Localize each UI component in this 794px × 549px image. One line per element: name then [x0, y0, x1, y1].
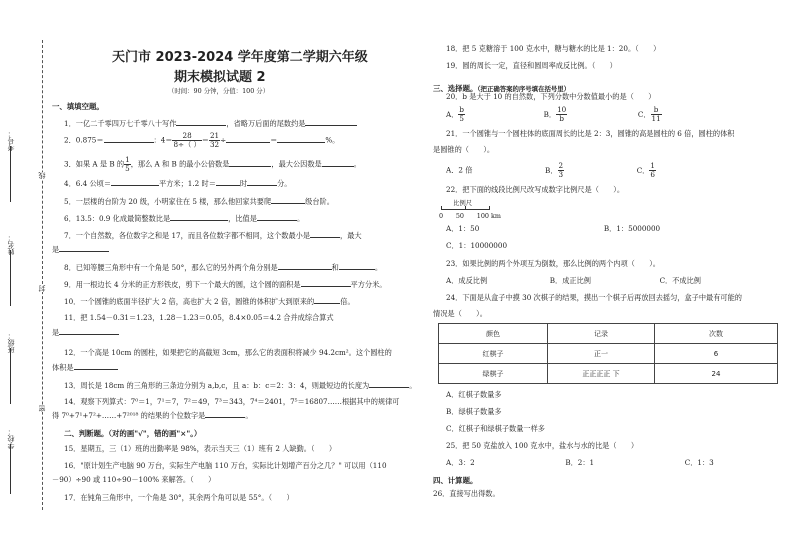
q2-f1-num: 28	[172, 132, 201, 141]
table-header-cell: 颜色	[439, 324, 548, 344]
q3-blank2[interactable]	[322, 159, 354, 167]
binding-xian: 线	[38, 172, 46, 179]
table-row	[439, 364, 778, 384]
kaohao-label: 考号：	[7, 130, 15, 151]
q9-text-b: 平方分米。	[350, 280, 387, 289]
q2-fraction2	[209, 132, 220, 149]
q5-blank[interactable]	[271, 196, 305, 204]
q21-c-num: 1	[650, 161, 655, 170]
q19: 19．圆的周长一定，直径和圆周率成反比例。（ ）	[446, 61, 617, 70]
q11	[64, 313, 334, 322]
scale-ticks-label: 0 50 100 km	[439, 212, 501, 220]
binding-feng: 封	[38, 285, 46, 292]
q23-option-b[interactable]: B．成正比例	[549, 276, 591, 285]
q23-options	[446, 276, 701, 285]
q21-options	[446, 162, 656, 179]
q22-option-a[interactable]: A．1：50	[446, 224, 480, 233]
xuexiao-line	[10, 444, 11, 494]
scale-tick-0	[441, 206, 442, 210]
q10-blank[interactable]	[314, 296, 340, 304]
q7-blank2[interactable]	[59, 244, 109, 252]
table-cell: 红棋子	[439, 344, 548, 364]
q8-blank1[interactable]	[278, 262, 332, 270]
q21-b-frac	[558, 162, 565, 179]
q3-f-den: 5	[125, 164, 130, 173]
q25-option-c[interactable]: C．1：3	[684, 458, 714, 467]
q2-text-a: 2．0.875＝	[64, 135, 104, 145]
q12	[64, 348, 392, 357]
q24-option-a[interactable]: A．红棋子数量多	[446, 390, 502, 399]
q23-option-a[interactable]: A．成反比例	[446, 276, 488, 285]
q2-text-d: ÷	[220, 135, 227, 145]
q21-option-b[interactable]	[545, 161, 564, 179]
q7-text-c: 是	[52, 245, 60, 254]
q8-text-c: 。	[374, 263, 383, 272]
kaohao-line	[10, 146, 11, 202]
q7-cont	[52, 244, 109, 254]
section3-note: （把正确答案的序号填在括号里）	[477, 85, 571, 93]
xingming-line	[10, 250, 11, 306]
table-header-cell: 次数	[655, 324, 778, 344]
exam-title-line1: 天门市 2023-2024 学年度第二学期六年级	[112, 50, 368, 65]
q2-fraction1	[172, 132, 201, 149]
q5-text-a: 5．一层楼的台阶为 20 级，小明家住在 5 楼，那么他回家共要爬	[64, 197, 272, 206]
q24-option-c[interactable]: C．红棋子和绿棋子数量一样多	[446, 424, 545, 433]
q14-text-c: 。	[245, 411, 253, 420]
q7-blank1[interactable]	[310, 230, 340, 238]
q8	[64, 262, 382, 272]
q2-blank2[interactable]	[226, 135, 270, 143]
q2-text-b: ：4＝	[153, 135, 173, 145]
q13	[64, 380, 416, 390]
q12-blank[interactable]	[74, 362, 118, 370]
table-cell: 正正正正 下	[548, 364, 655, 384]
q21-line1: 21．一个圆锥与一个圆柱体的底面周长的比是 2：3，圆锥的高是圆柱的 6 倍，圆柱的体积	[446, 129, 735, 138]
table-header-row	[439, 324, 778, 344]
q23-option-c[interactable]: C．不成比例	[659, 276, 701, 285]
q20-b-label: B．	[543, 109, 557, 119]
q12-text-a: 12．一个高是 10cm 的圆柱，如果把它的高截短 3cm，那么它的表面积将减少 94.2cm²。这个圆柱的	[64, 348, 392, 357]
q7	[64, 230, 362, 240]
q25-options	[446, 458, 714, 467]
q2-blank1[interactable]	[104, 135, 154, 143]
q21-line2: 是圆锥的（ ）。	[433, 145, 495, 154]
q14	[64, 397, 399, 406]
q21-b-num: 2	[558, 161, 564, 170]
section4-heading: 四、计算题。	[433, 476, 478, 485]
banji-line	[10, 348, 11, 404]
q6-blank1[interactable]	[170, 213, 228, 221]
q11-text-b: 是	[52, 328, 60, 337]
q20-c-label: C．	[637, 109, 651, 119]
q16-line2: －90）÷90 或 110÷90－100% 来解答。（ ）	[52, 475, 216, 484]
q20-b-den: b	[559, 114, 564, 123]
q2-blank3[interactable]	[277, 135, 325, 143]
q22: 22．把下面的线段比例尺改写成数字比例尺是（ ）。	[446, 185, 625, 194]
q3-text-a: 3．如果 A 是 B 的	[64, 159, 125, 169]
q20-option-b[interactable]	[543, 105, 568, 123]
q13-blank[interactable]	[369, 380, 409, 388]
q21-option-a[interactable]: A．2 倍	[446, 165, 473, 175]
q20: 20．b 是大于 10 的自然数，下列分数中分数值最小的是（ ）	[446, 92, 656, 101]
q15: 15．星期五，三（1）班的出勤率是 98%，表示当天三（1）班有 2 人缺勤。（ ）	[64, 444, 337, 453]
section2-heading: 二、判断题。（对的画"√"，错的画"×"。）	[64, 429, 202, 438]
table-header-cell: 记录	[548, 324, 655, 344]
q21-c-label: C．	[636, 165, 650, 175]
q11-text-a: 11．把 1.54－0.31＝1.23，1.28－1.23＝0.05，8.4×0.05＝4.2 合并成综合算式	[64, 313, 334, 322]
q20-c-den: 11	[651, 114, 661, 123]
q2-text-e: ＝	[270, 135, 278, 145]
q4-text-b: 平方米；1.2 时＝	[159, 179, 216, 188]
q21-b-label: B．	[545, 165, 558, 175]
q25: 25．把 50 克盐放入 100 克水中，盐水与水的比是（ ）	[446, 441, 639, 450]
q14-text-a: 14．观察下列算式：7⁰＝1，7¹＝7，7²＝49，7³＝343，7⁴＝2401，7⁵＝16807……根据其中的规律可	[64, 397, 400, 406]
q10	[64, 296, 355, 306]
q13-text-b: 。	[409, 381, 417, 390]
q20-option-c[interactable]	[637, 105, 662, 123]
q2-f2-num: 21	[209, 131, 220, 140]
q9-blank[interactable]	[301, 279, 351, 287]
q5-text-b: 级台阶。	[305, 197, 334, 206]
q20-b-num: 10	[557, 105, 567, 114]
q4	[64, 178, 291, 188]
q18: 18．把 5 克糖溶于 100 克水中，糖与糖水的比是 1：20。（ ）	[446, 44, 661, 53]
q1-text: 1．一亿二千零四万七千零八十写作	[64, 119, 177, 128]
q3-text-b: ，那么 A 和 B 的最小公倍数是	[130, 159, 230, 169]
q2-text-c: ＝	[201, 135, 209, 145]
q3-text-c: ，最大公因数是	[271, 159, 322, 169]
q4-blank2[interactable]	[216, 178, 240, 186]
q21-b-den: 3	[558, 170, 564, 179]
q1	[64, 118, 357, 128]
q20-options	[446, 106, 662, 123]
table-cell: 24	[655, 364, 778, 384]
q26: 26．直接写出得数。	[433, 489, 500, 498]
q22-options-row1	[446, 224, 660, 233]
q3-f-num: 1	[125, 155, 130, 164]
q25-option-a[interactable]: A．3：2	[446, 458, 475, 467]
q23: 23．如果比例的两个外项互为倒数，那么比例的两个内项（ ）。	[446, 259, 660, 268]
xingming-label: 姓名：	[7, 234, 15, 255]
q20-a-label: A．	[446, 109, 459, 119]
q24-line2: 情况是（ ）。	[433, 309, 487, 318]
q8-text-b: 和	[331, 263, 339, 272]
q11-cont	[52, 327, 119, 337]
q6-text-b: ，比值是	[228, 214, 257, 223]
xuexiao-label: 学校：	[7, 428, 15, 449]
exam-subtitle: （时间：90 分钟，分值：100 分）	[168, 87, 270, 95]
q25-option-b[interactable]: B．2：1	[565, 458, 595, 467]
q5	[64, 196, 334, 206]
binding-dashed-line	[42, 40, 43, 510]
q22-option-c[interactable]: C．1：10000000	[446, 241, 508, 250]
q21-c-frac	[649, 162, 656, 179]
binding-mi: 密	[38, 405, 46, 412]
q2-pct: %。	[325, 135, 340, 145]
q12-text-b: 体积是	[52, 363, 74, 372]
q17: 17．在钝角三角形中，一个角是 30°，其余两个角可以是 55°。（ ）	[64, 493, 294, 502]
q3-text-d: 。	[353, 159, 361, 169]
q14-blank[interactable]	[205, 410, 245, 418]
q12-cont	[52, 362, 118, 372]
q14-cont	[52, 410, 253, 420]
section1-heading: 一、填填空题。	[52, 102, 104, 111]
q20-c-frac	[651, 106, 662, 123]
q1-blank1[interactable]	[176, 118, 226, 126]
q6-text-a: 6．13.5：0.9 化成最简整数比是	[64, 214, 171, 223]
q16-line1: 16．"原计划生产电脑 90 万台，实际生产电脑 110 万台，实际比计划增产百分之几？" 可以用（110	[64, 461, 387, 470]
q8-blank2[interactable]	[339, 262, 375, 270]
scale-label: 比例尺	[453, 199, 473, 207]
scale-bar	[439, 198, 503, 220]
q4-blank1[interactable]	[111, 178, 159, 186]
q20-b-frac	[556, 106, 567, 123]
q3	[64, 156, 361, 173]
q24-line1: 24．下面是从盒子中摸 30 次棋子的结果，摸出一个棋子后再放回去摇匀，盒子中最有可能的	[446, 293, 742, 302]
banji-label: 班级：	[7, 332, 15, 353]
q24-option-b[interactable]: B．绿棋子数量多	[446, 407, 502, 416]
q2	[64, 132, 339, 149]
q10-text-b: 倍。	[340, 297, 355, 306]
q6-text-c: 。	[296, 214, 305, 223]
q21-c-den: 6	[650, 170, 655, 179]
q2-f2-den: 32	[209, 140, 220, 149]
q20-option-a[interactable]	[446, 105, 465, 123]
table-cell: 正一	[548, 344, 655, 364]
q8-text-a: 8．已知等腰三角形中有一个角是 50°，那么它的另外两个角分别是	[64, 263, 278, 272]
table-row	[439, 344, 778, 364]
q2-f1-den: 8÷（ ）	[173, 140, 201, 149]
q1-blank2[interactable]	[305, 118, 357, 126]
table-cell: 6	[655, 344, 778, 364]
q20-c-num: b	[651, 106, 662, 115]
q1-text-b: ，省略万后面的尾数约是	[226, 119, 306, 128]
q13-text-a: 13．周长是 18cm 的三角形的三条边分别为 a,b,c，且 a：b：c＝2：3：4，则最短边的长度为	[64, 381, 370, 390]
q6	[64, 213, 304, 223]
section3-title: 三、选择题。	[433, 84, 478, 93]
scale-tick-100	[489, 206, 490, 210]
q3-blank1[interactable]	[229, 159, 271, 167]
q4-text-d: 分。	[277, 179, 292, 188]
q21-option-c[interactable]	[636, 161, 656, 179]
scale-tick-50	[465, 206, 466, 210]
q6-blank2[interactable]	[257, 213, 297, 221]
q4-text-a: 4．6.4 公顷＝	[64, 179, 112, 188]
q14-text-b: 得 7⁰+7¹+7²+……+7²⁰¹⁸ 的结果的个位数字是	[52, 411, 206, 420]
result-table	[438, 323, 778, 384]
q20-a-frac	[458, 106, 465, 123]
q7-text-b: ，最大	[340, 231, 362, 240]
q10-text-a: 10．一个圆锥的底面半径扩大 2 倍，高也扩大 2 倍，圆锥的体积扩大到原来的	[64, 297, 315, 306]
exam-title-line2: 期末模拟试题 2	[174, 70, 266, 85]
q9-text-a: 9．用一根边长 4 分米的正方形铁皮，剪下一个最大的圆，这个圆的面积是	[64, 280, 301, 289]
q11-blank[interactable]	[59, 327, 119, 335]
q4-blank3[interactable]	[247, 178, 277, 186]
q3-fraction	[124, 156, 131, 173]
table-cell: 绿棋子	[439, 364, 548, 384]
q20-a-num: b	[459, 105, 464, 114]
q9	[64, 279, 386, 289]
q7-text-a: 7．一个自然数，各位数字之和是 17，而且各位数字都不相同，这个数最小是	[64, 231, 311, 240]
q22-option-b[interactable]: B．1：5000000	[603, 224, 661, 233]
q20-a-den: 5	[459, 114, 464, 123]
q4-text-c: 时	[239, 179, 248, 188]
